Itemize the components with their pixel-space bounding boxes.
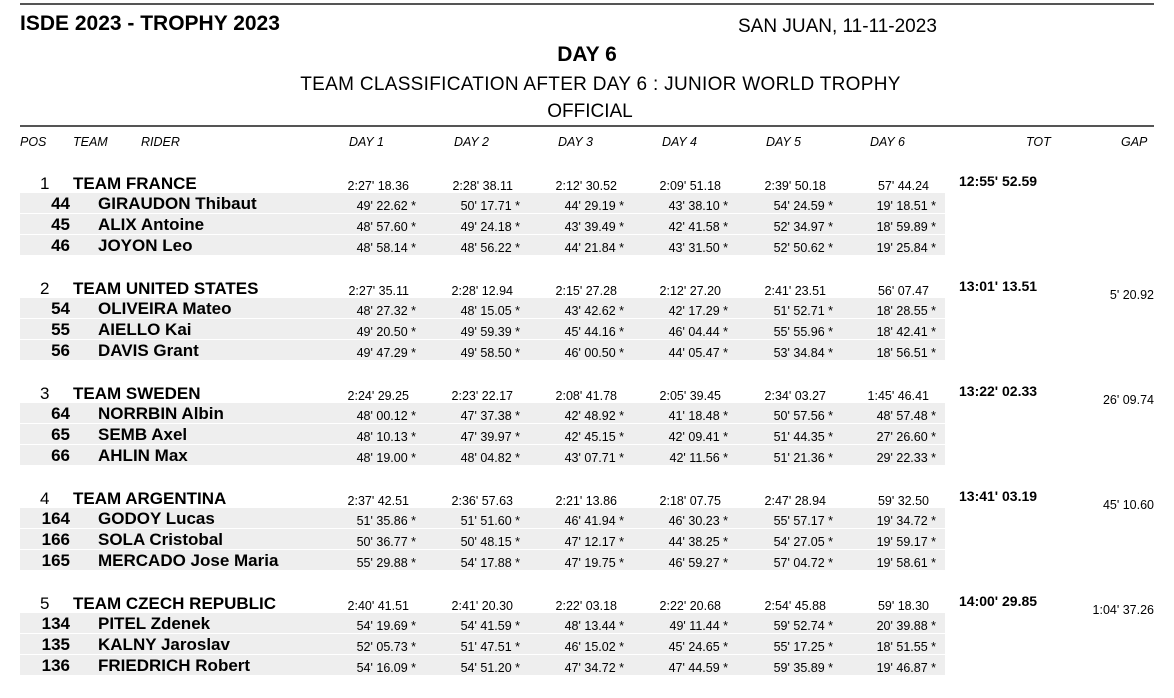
team-row [0, 382, 1174, 407]
rider-row [0, 613, 1174, 634]
col-day4: DAY 4 [662, 135, 697, 149]
rider-row [0, 298, 1174, 319]
team-day-time: 2:28' 12.94 [451, 284, 513, 298]
team-day-time: 2:28' 38.11 [452, 179, 513, 193]
col-pos: POS [20, 135, 47, 149]
team-name: TEAM CZECH REPUBLIC [73, 594, 277, 613]
rider-day-time: 49' 24.18 * [460, 220, 520, 234]
rider-name: NORRBIN Albin [98, 404, 224, 423]
team-day-time: 2:22' 03.18 [555, 599, 617, 613]
rider-day-time: 18' 56.51 * [876, 346, 936, 360]
team-day-time: 2:39' 50.18 [764, 179, 826, 193]
rider-row [0, 424, 1174, 445]
rider-day-time: 51' 21.36 * [773, 451, 833, 465]
rider-name: GIRAUDON Thibaut [98, 194, 257, 213]
rider-day-time: 48' 04.82 * [460, 451, 520, 465]
rider-day-time: 44' 38.25 * [668, 535, 728, 549]
rider-day-time: 47' 12.17 * [564, 535, 624, 549]
col-tot: TOT [1026, 135, 1051, 149]
rider-day-time: 43' 31.50 * [668, 241, 728, 255]
rider-day-time: 54' 19.69 * [356, 619, 416, 633]
rider-day-time: 29' 22.33 * [876, 451, 936, 465]
rider-day-time: 19' 46.87 * [876, 661, 936, 675]
rider-day-time: 48' 13.44 * [564, 619, 624, 633]
rider-day-time: 18' 42.41 * [876, 325, 936, 339]
rider-day-time: 48' 00.12 * [356, 409, 416, 423]
rider-name: OLIVEIRA Mateo [98, 299, 232, 318]
rider-row [0, 340, 1174, 361]
team-gap: 5' 20.92 [1109, 288, 1154, 302]
team-day-time: 56' 07.47 [877, 284, 929, 298]
team-day-time: 2:23' 22.17 [451, 389, 513, 403]
rider-day-time: 42' 41.58 * [668, 220, 728, 234]
rider-day-time: 19' 58.61 * [876, 556, 936, 570]
team-row [0, 172, 1174, 193]
rider-row [0, 403, 1174, 424]
rider-name: PITEL Zdenek [98, 614, 211, 633]
rider-name: MERCADO Jose Maria [98, 551, 279, 570]
rider-day-time: 48' 19.00 * [356, 451, 416, 465]
team-day-time: 2:27' 18.36 [347, 179, 409, 193]
rider-day-time: 49' 11.44 * [669, 619, 728, 633]
rider-day-time: 20' 39.88 * [876, 619, 936, 633]
team-day-time: 2:05' 39.45 [659, 389, 721, 403]
rider-day-time: 42' 11.56 * [669, 451, 728, 465]
rider-name: SOLA Cristobal [98, 530, 223, 549]
team-day-time: 2:37' 42.51 [347, 494, 409, 508]
rider-day-time: 18' 51.55 * [876, 640, 936, 654]
rider-day-time: 46' 15.02 * [564, 640, 624, 654]
classification-title: TEAM CLASSIFICATION AFTER DAY 6 : JUNIOR WORLD TROPHY [300, 74, 901, 95]
team-day-time: 59' 18.30 [877, 599, 929, 613]
team-day-time: 2:18' 07.75 [659, 494, 721, 508]
rider-day-time: 45' 44.16 * [564, 325, 624, 339]
rider-day-time: 45' 24.65 * [668, 640, 728, 654]
rider-bib: 66 [51, 446, 70, 465]
header-rule [20, 125, 1154, 127]
rider-day-time: 49' 20.50 * [356, 325, 416, 339]
rider-day-time: 18' 28.55 * [876, 304, 936, 318]
rider-name: DAVIS Grant [98, 341, 199, 360]
rider-bib: 56 [51, 341, 70, 360]
rider-name: ALIX Antoine [98, 215, 205, 234]
rider-row [0, 235, 1174, 256]
col-day1: DAY 1 [349, 135, 384, 149]
rider-day-time: 46' 04.44 * [668, 325, 728, 339]
rider-bib: 136 [41, 656, 70, 675]
day-title: DAY 6 [557, 43, 617, 66]
rider-day-time: 44' 05.47 * [668, 346, 728, 360]
rider-day-time: 47' 39.97 * [460, 430, 520, 444]
team-row [0, 487, 1174, 512]
rider-day-time: 19' 59.17 * [876, 535, 936, 549]
team-total-time: 12:55' 52.59 [959, 173, 1038, 189]
rider-day-time: 50' 17.71 * [460, 199, 520, 213]
col-rider: RIDER [141, 135, 180, 149]
team-day-time: 2:12' 27.20 [659, 284, 721, 298]
rider-bib: 165 [41, 551, 70, 570]
team-name: TEAM SWEDEN [73, 384, 201, 403]
rider-bib: 65 [51, 425, 70, 444]
official-status: OFFICIAL [547, 101, 633, 122]
team-row [0, 592, 1174, 617]
team-row [0, 277, 1174, 302]
rider-day-time: 51' 44.35 * [773, 430, 833, 444]
rider-day-time: 42' 17.29 * [668, 304, 728, 318]
rider-day-time: 49' 58.50 * [460, 346, 520, 360]
rider-day-time: 59' 52.74 * [773, 619, 833, 633]
rider-day-time: 51' 47.51 * [460, 640, 520, 654]
rider-day-time: 59' 35.89 * [773, 661, 833, 675]
team-total-time: 13:22' 02.33 [959, 383, 1038, 399]
event-title: ISDE 2023 - TROPHY 2023 [20, 12, 280, 35]
rider-row [0, 634, 1174, 655]
rider-day-time: 54' 41.59 * [460, 619, 520, 633]
rider-day-time: 48' 10.13 * [356, 430, 416, 444]
rider-name: FRIEDRICH Robert [98, 656, 251, 675]
rider-day-time: 52' 05.73 * [356, 640, 416, 654]
team-total-time: 13:01' 13.51 [959, 278, 1038, 294]
rider-day-time: 54' 24.59 * [773, 199, 833, 213]
rider-day-time: 55' 55.96 * [773, 325, 833, 339]
rider-day-time: 41' 18.48 * [668, 409, 728, 423]
rider-day-time: 46' 59.27 * [668, 556, 728, 570]
team-gap: 26' 09.74 [1102, 393, 1154, 407]
team-day-time: 2:40' 41.51 [347, 599, 409, 613]
rider-day-time: 52' 34.97 * [773, 220, 833, 234]
rider-day-time: 50' 48.15 * [460, 535, 520, 549]
rider-day-time: 54' 27.05 * [773, 535, 833, 549]
rider-day-time: 48' 57.48 * [876, 409, 936, 423]
rider-day-time: 46' 30.23 * [668, 514, 728, 528]
rider-day-time: 48' 27.32 * [356, 304, 416, 318]
team-day-time: 2:08' 41.78 [555, 389, 617, 403]
team-day-time: 2:41' 23.51 [764, 284, 826, 298]
rider-day-time: 42' 48.92 * [564, 409, 624, 423]
rider-row [0, 193, 1174, 214]
team-day-time: 1:45' 46.41 [867, 389, 929, 403]
team-position: 4 [40, 489, 50, 508]
col-day2: DAY 2 [454, 135, 489, 149]
rider-name: GODOY Lucas [98, 509, 215, 528]
rider-day-time: 57' 04.72 * [773, 556, 833, 570]
team-name: TEAM ARGENTINA [73, 489, 227, 508]
rider-bib: 54 [51, 299, 70, 318]
rider-day-time: 54' 16.09 * [356, 661, 416, 675]
rider-bib: 164 [41, 509, 70, 528]
rider-name: AHLIN Max [98, 446, 188, 465]
rider-day-time: 48' 56.22 * [460, 241, 520, 255]
rider-bib: 166 [41, 530, 70, 549]
rider-day-time: 27' 26.60 * [876, 430, 936, 444]
place-date: SAN JUAN, 11-11-2023 [738, 16, 937, 37]
rider-day-time: 54' 17.88 * [460, 556, 520, 570]
rider-day-time: 51' 52.71 * [773, 304, 833, 318]
rider-day-time: 43' 38.10 * [668, 199, 728, 213]
team-day-time: 57' 44.24 [877, 179, 929, 193]
rider-row [0, 529, 1174, 550]
top-rule [20, 3, 1154, 5]
rider-day-time: 44' 21.84 * [564, 241, 624, 255]
team-name: TEAM FRANCE [73, 174, 197, 193]
rider-row [0, 445, 1174, 466]
rider-bib: 45 [51, 215, 70, 234]
team-day-time: 2:36' 57.63 [451, 494, 513, 508]
team-position: 5 [40, 594, 50, 613]
rider-row [0, 550, 1174, 571]
team-position: 3 [40, 384, 50, 403]
rider-name: JOYON Leo [98, 236, 193, 255]
rider-day-time: 43' 39.49 * [564, 220, 624, 234]
rider-bib: 134 [41, 614, 70, 633]
rider-day-time: 48' 15.05 * [460, 304, 520, 318]
rider-day-time: 18' 59.89 * [876, 220, 936, 234]
rider-name: SEMB Axel [98, 425, 188, 444]
rider-day-time: 42' 45.15 * [564, 430, 624, 444]
rider-day-time: 19' 25.84 * [876, 241, 936, 255]
team-day-time: 2:24' 29.25 [347, 389, 409, 403]
col-day6: DAY 6 [870, 135, 905, 149]
rider-bib: 135 [41, 635, 70, 654]
team-day-time: 2:12' 30.52 [555, 179, 617, 193]
rider-day-time: 52' 50.62 * [773, 241, 833, 255]
rider-bib: 44 [51, 194, 70, 213]
rider-day-time: 19' 34.72 * [876, 514, 936, 528]
team-day-time: 2:15' 27.28 [555, 284, 617, 298]
rider-day-time: 55' 57.17 * [773, 514, 833, 528]
rider-day-time: 50' 36.77 * [356, 535, 416, 549]
rider-row [0, 655, 1174, 676]
rider-day-time: 43' 42.62 * [564, 304, 624, 318]
rider-bib: 64 [51, 404, 70, 423]
team-total-time: 14:00' 29.85 [959, 593, 1038, 609]
rider-day-time: 47' 34.72 * [564, 661, 624, 675]
team-day-time: 2:27' 35.11 [348, 284, 409, 298]
rider-day-time: 43' 07.71 * [564, 451, 624, 465]
rider-day-time: 47' 44.59 * [668, 661, 728, 675]
team-position: 2 [40, 279, 50, 298]
rider-day-time: 51' 51.60 * [460, 514, 520, 528]
rider-day-time: 50' 57.56 * [773, 409, 833, 423]
rider-day-time: 49' 47.29 * [356, 346, 416, 360]
rider-day-time: 47' 19.75 * [564, 556, 624, 570]
rider-day-time: 54' 51.20 * [460, 661, 520, 675]
team-gap: 45' 10.60 [1102, 498, 1154, 512]
rider-day-time: 47' 37.38 * [460, 409, 520, 423]
team-day-time: 2:21' 13.86 [555, 494, 617, 508]
rider-row [0, 508, 1174, 529]
team-total-time: 13:41' 03.19 [959, 488, 1038, 504]
team-day-time: 2:34' 03.27 [764, 389, 826, 403]
rider-name: KALNY Jaroslav [98, 635, 230, 654]
team-day-time: 2:09' 51.18 [659, 179, 721, 193]
team-name: TEAM UNITED STATES [73, 279, 259, 298]
rider-day-time: 55' 17.25 * [773, 640, 833, 654]
team-day-time: 2:22' 20.68 [659, 599, 721, 613]
team-gap: 1:04' 37.26 [1092, 603, 1154, 617]
team-day-time: 2:47' 28.94 [764, 494, 826, 508]
rider-day-time: 48' 58.14 * [356, 241, 416, 255]
rider-day-time: 53' 34.84 * [773, 346, 833, 360]
col-day5: DAY 5 [766, 135, 801, 149]
rider-day-time: 44' 29.19 * [564, 199, 624, 213]
rider-day-time: 51' 35.86 * [356, 514, 416, 528]
rider-day-time: 42' 09.41 * [668, 430, 728, 444]
rider-day-time: 55' 29.88 * [356, 556, 416, 570]
team-day-time: 2:41' 20.30 [451, 599, 513, 613]
rider-name: AIELLO Kai [98, 320, 192, 339]
rider-row [0, 214, 1174, 235]
rider-day-time: 48' 57.60 * [356, 220, 416, 234]
col-day3: DAY 3 [558, 135, 593, 149]
col-gap: GAP [1121, 135, 1148, 149]
rider-bib: 55 [51, 320, 70, 339]
rider-bib: 46 [51, 236, 70, 255]
rider-row [0, 319, 1174, 340]
rider-day-time: 49' 59.39 * [460, 325, 520, 339]
team-day-time: 59' 32.50 [877, 494, 929, 508]
team-day-time: 2:54' 45.88 [764, 599, 826, 613]
rider-day-time: 46' 00.50 * [564, 346, 624, 360]
rider-day-time: 46' 41.94 * [564, 514, 624, 528]
team-position: 1 [40, 174, 50, 193]
rider-day-time: 19' 18.51 * [876, 199, 936, 213]
rider-day-time: 49' 22.62 * [356, 199, 416, 213]
col-team: TEAM [73, 135, 108, 149]
